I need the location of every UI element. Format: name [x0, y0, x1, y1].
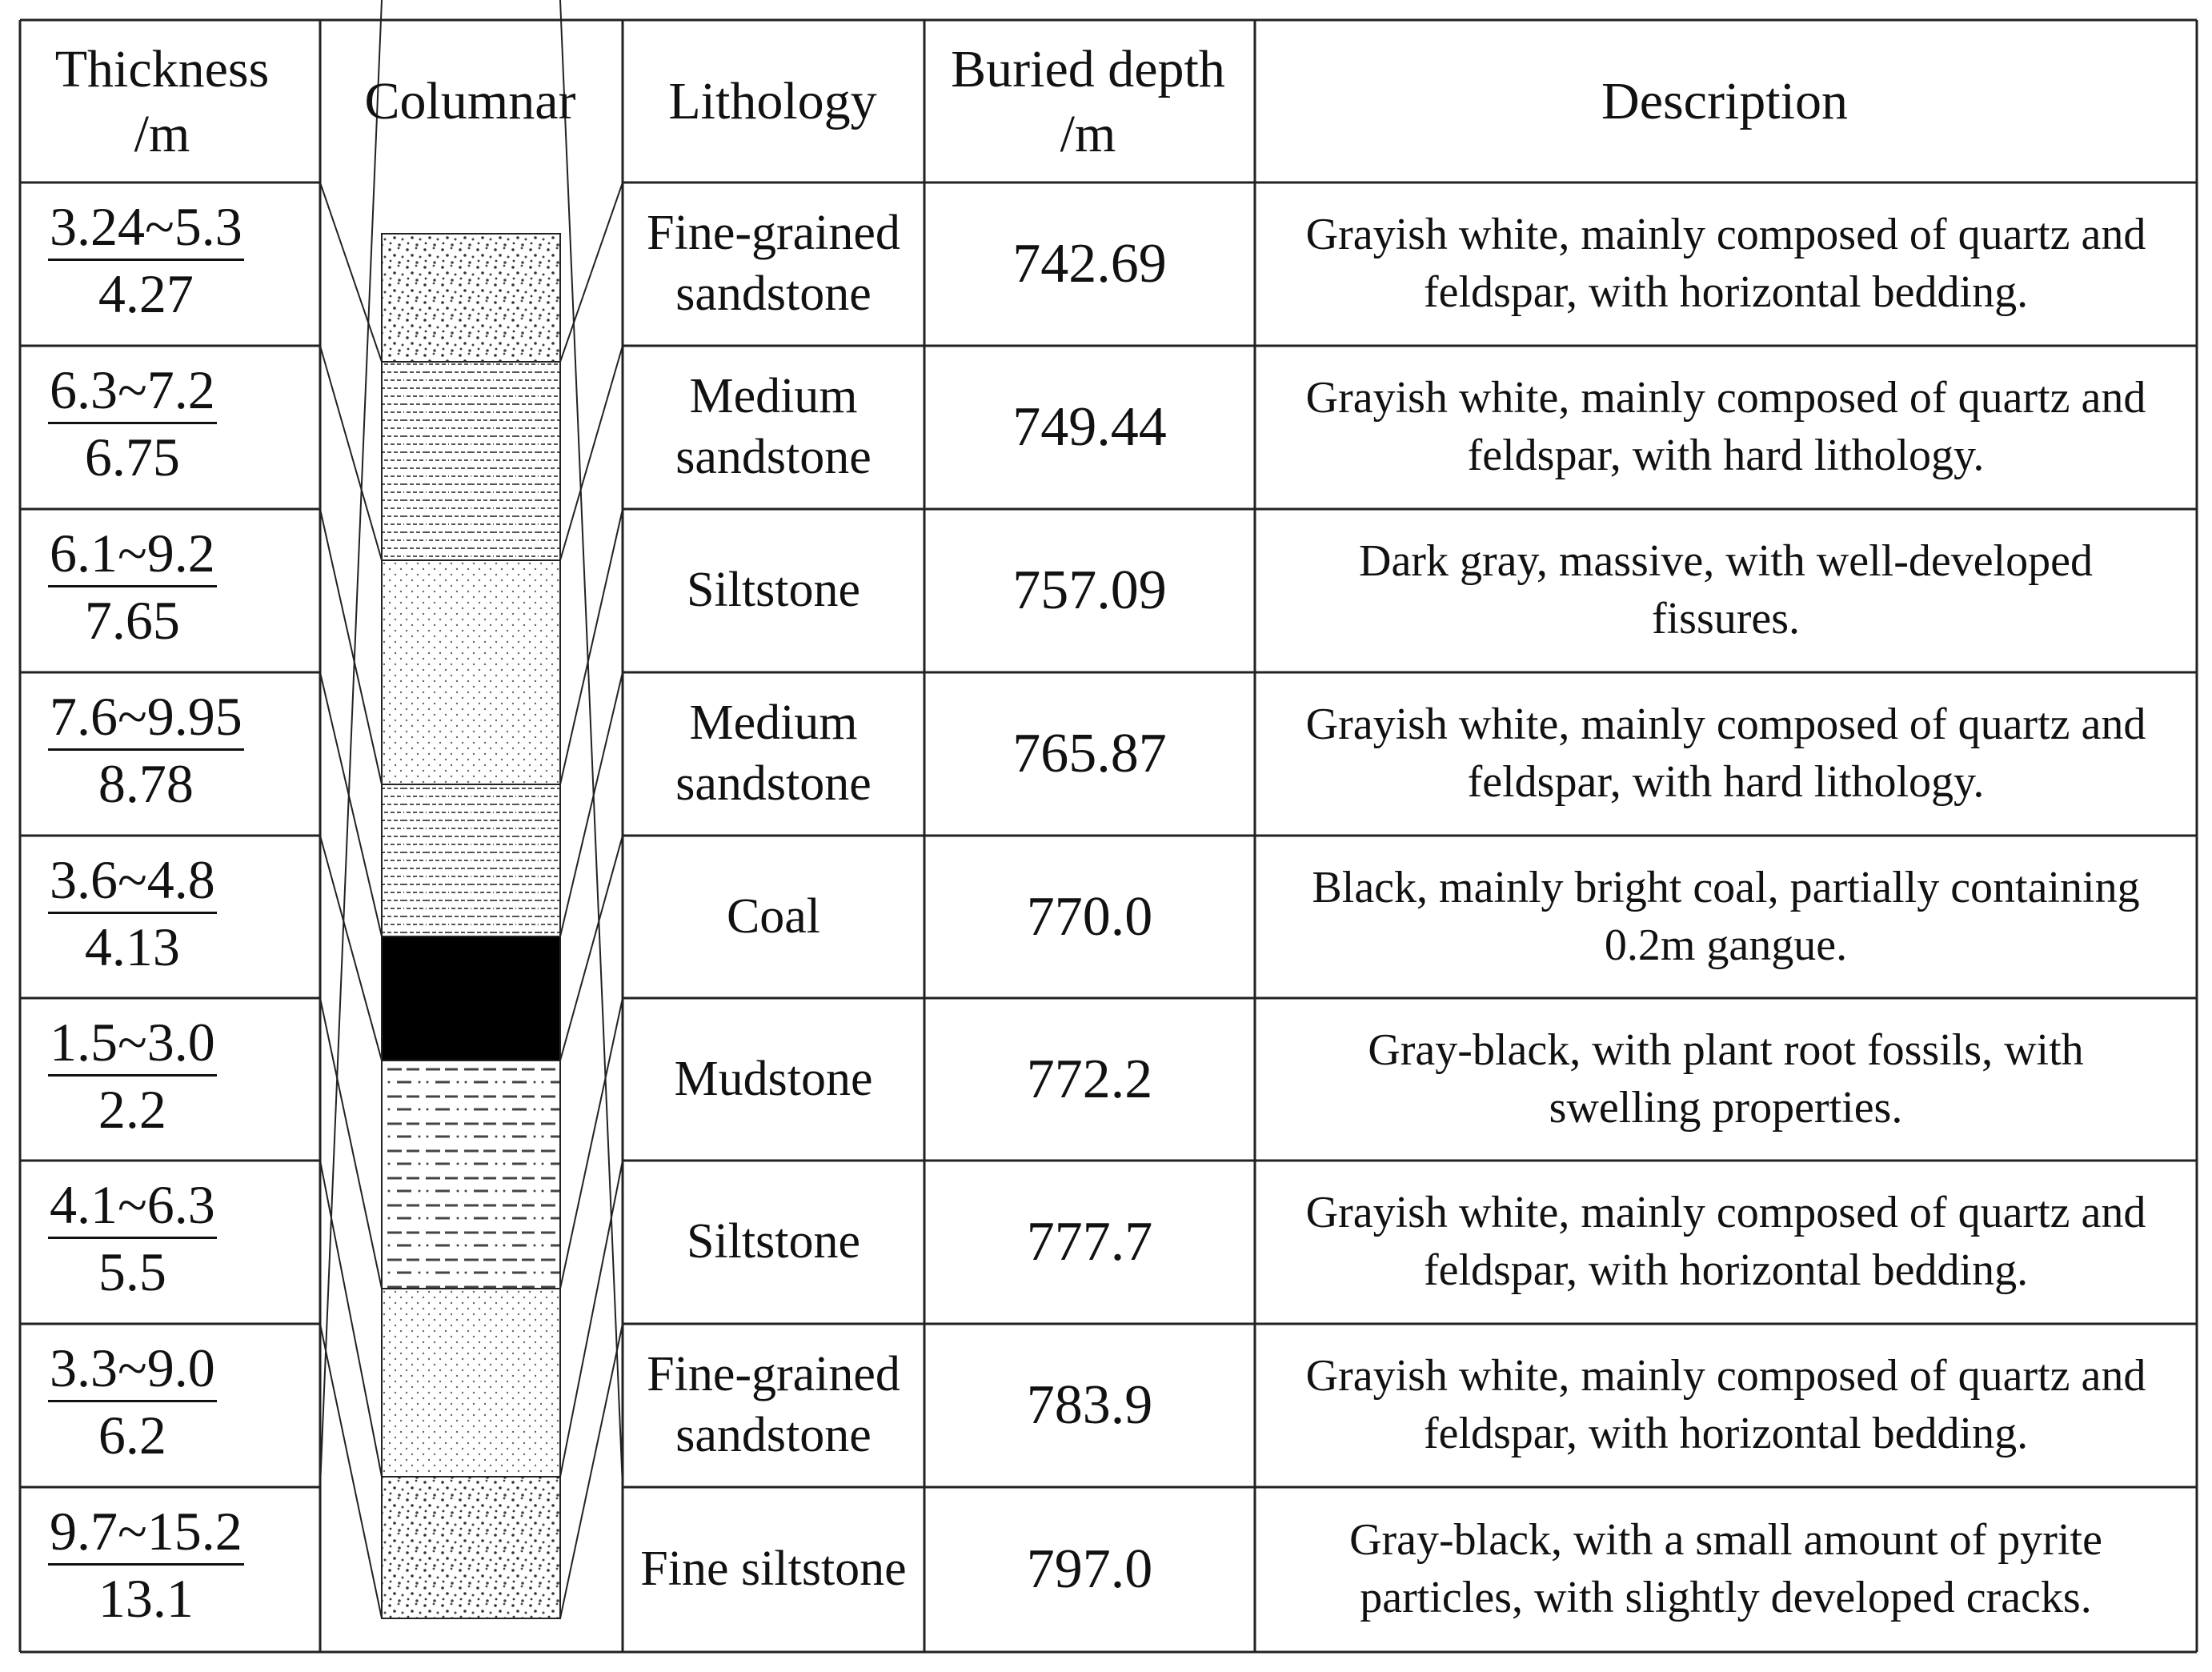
stratum-mudstone: [382, 1061, 560, 1289]
connector-left: [320, 836, 382, 1061]
description-text: Grayish white, mainly composed of quartz and feldspar, with hard lithology.: [1305, 700, 2146, 807]
buried-depth-value: 772.2: [1026, 1048, 1153, 1110]
header-columnar: Columnar: [364, 72, 576, 131]
buried-depth-value: 783.9: [1026, 1374, 1153, 1437]
lithology-name: Mudstone: [674, 1051, 873, 1106]
stratum-fine-sandstone: [382, 234, 560, 362]
thickness-value: [48, 1337, 217, 1466]
connector-left: [320, 672, 382, 936]
buried-depth-value: 770.0: [1026, 885, 1153, 948]
stratum-fine-sandstone: [382, 1477, 560, 1618]
lithology-name: Medium sandstone: [675, 696, 872, 811]
connector-left: [320, 1161, 382, 1477]
thickness-value: [48, 525, 217, 650]
lithology-name: Siltstone: [686, 1214, 861, 1269]
description-text: Black, mainly bright coal, partially containing 0.2m gangue.: [1312, 862, 2140, 970]
description-text: Grayish white, mainly composed of quartz and feldspar, with horizontal bedding.: [1305, 1351, 2146, 1458]
thickness-value: [48, 359, 217, 488]
connector-left: [320, 1324, 382, 1618]
connector-right: [560, 346, 623, 560]
connector-right: [560, 1161, 623, 1477]
thickness-average: 7.65: [84, 590, 180, 652]
thickness-range: 7.6~9.95: [48, 688, 244, 751]
thickness-range: 3.6~4.8: [48, 852, 217, 914]
thickness-average: 6.75: [84, 427, 180, 488]
description-text: Grayish white, mainly composed of quartz and feldspar, with horizontal bedding.: [1305, 1188, 2146, 1295]
thickness-average: 6.2: [98, 1405, 166, 1466]
description-text: Dark gray, massive, with well-developed fissures.: [1359, 536, 2093, 644]
connector-right: [560, 1324, 623, 1618]
strata-column: [382, 234, 560, 1618]
thickness-average: 4.13: [84, 916, 180, 978]
buried-depth-value: 765.87: [1012, 723, 1167, 785]
connector-right: [560, 836, 623, 1061]
header-buried-depth: Buried depth /m: [951, 39, 1225, 163]
thickness-range: 6.1~9.2: [48, 525, 217, 587]
header-lithology: Lithology: [668, 72, 877, 131]
connector-left: [320, 346, 382, 560]
lithology-name: Fine-grained sandstone: [647, 206, 900, 321]
stratum-siltstone: [382, 1289, 560, 1477]
stratum-siltstone: [382, 560, 560, 784]
header-thickness: Thickness /m: [54, 39, 270, 163]
thickness-range: 9.7~15.2: [48, 1503, 244, 1566]
stratum-coal: [382, 936, 560, 1061]
thickness-value: [48, 1014, 217, 1139]
description-text: Gray-black, with plant root fossils, with swelling properties.: [1368, 1024, 2084, 1133]
lithology-name: Fine siltstone: [640, 1542, 907, 1597]
header-description: Description: [1601, 72, 1848, 131]
stratum-medium-sandstone: [382, 362, 560, 560]
thickness-average: 4.27: [98, 263, 194, 325]
thickness-average: 5.5: [98, 1241, 166, 1303]
thickness-range: 3.3~9.0: [48, 1340, 217, 1402]
description-text: Gray-black, with a small amount of pyrite particles, with slightly developed cracks.: [1349, 1515, 2102, 1622]
lithology-name: Coal: [726, 888, 821, 944]
thickness-range: 3.24~5.3: [48, 198, 244, 261]
thickness-value: [48, 1174, 217, 1303]
buried-depth-value: 797.0: [1026, 1538, 1153, 1601]
thickness-value: [48, 1503, 244, 1628]
thickness-value: [48, 198, 244, 323]
thickness-value: [48, 688, 244, 813]
buried-depth-value: 757.09: [1012, 559, 1167, 622]
stratum-medium-sandstone: [382, 784, 560, 936]
buried-depth-value: 749.44: [1012, 396, 1167, 459]
lithology-name: Medium sandstone: [675, 369, 872, 484]
thickness-range: 1.5~3.0: [48, 1014, 217, 1077]
thickness-average: 8.78: [98, 753, 194, 815]
thickness-range: 6.3~7.2: [48, 362, 217, 424]
thickness-average: 13.1: [98, 1568, 194, 1630]
connector-right: [560, 672, 623, 936]
thickness-range: 4.1~6.3: [48, 1177, 217, 1239]
buried-depth-value: 742.69: [1012, 233, 1167, 295]
thickness-value: [48, 849, 217, 978]
description-text: Grayish white, mainly composed of quartz and feldspar, with hard lithology.: [1305, 373, 2146, 480]
lithology-name: Fine-grained sandstone: [647, 1347, 900, 1462]
lithology-name: Siltstone: [686, 563, 861, 618]
buried-depth-value: 777.7: [1026, 1211, 1153, 1273]
thickness-average: 2.2: [98, 1079, 166, 1141]
description-text: Grayish white, mainly composed of quartz and feldspar, with horizontal bedding.: [1305, 210, 2146, 317]
